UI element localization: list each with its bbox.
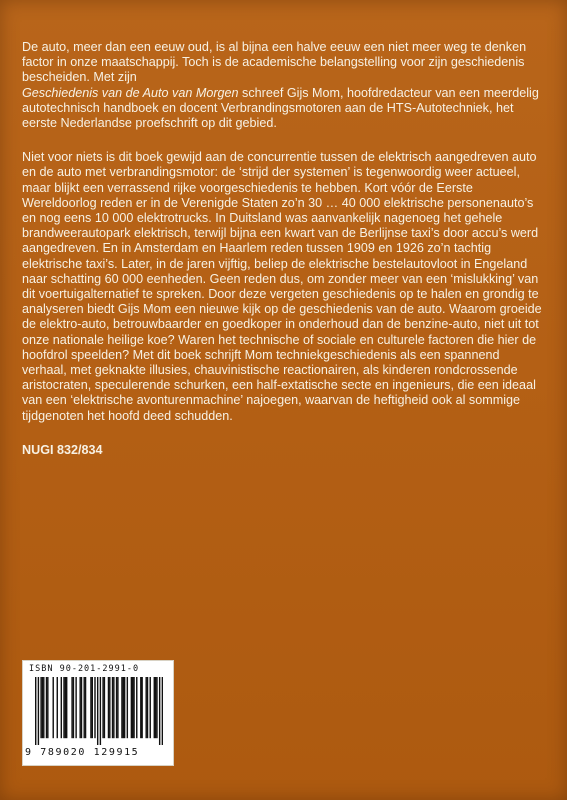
barcode-bar xyxy=(124,677,125,738)
barcode-bar xyxy=(94,677,95,738)
barcode-bar xyxy=(113,677,114,738)
barcode-bar xyxy=(65,677,66,738)
barcode-bar xyxy=(53,677,54,738)
barcode-bar xyxy=(100,677,101,745)
barcode-bar xyxy=(132,677,133,738)
barcode-bar xyxy=(66,677,67,738)
barcode-bar xyxy=(136,677,137,738)
barcode-bar xyxy=(121,677,122,738)
isbn-label: ISBN 90-201-2991-0 xyxy=(29,664,140,674)
barcode-bar xyxy=(102,677,103,738)
barcode-bar xyxy=(133,677,134,738)
barcode-bar xyxy=(104,677,105,738)
barcode-bar xyxy=(85,677,86,738)
barcode-bar xyxy=(97,677,98,745)
barcode-bar xyxy=(90,677,91,738)
barcode-bar xyxy=(150,677,151,738)
barcode-bar xyxy=(92,677,93,738)
blurb-text xyxy=(22,40,542,477)
barcode-bar xyxy=(140,677,141,738)
intro-text-2: schreef Gijs Mom, hoofdredacteur van een meerdelig autotechnisch handboek en docent Verbrandingsmotoren aan de HTS-Autotechniek, het eerste Nederlandse proefschrift op dit gebied. xyxy=(22,85,539,131)
barcode-bar xyxy=(73,677,74,738)
barcode-bar xyxy=(108,677,109,738)
barcode-bar xyxy=(79,677,80,738)
barcode-bar xyxy=(75,677,76,738)
barcode-bar xyxy=(159,677,160,745)
barcode-bar xyxy=(43,677,44,738)
barcode-bar xyxy=(117,677,118,738)
barcode-bar xyxy=(38,677,39,745)
barcode-bar xyxy=(116,677,117,738)
book-title: Geschiedenis van de Auto van Morgen xyxy=(22,85,239,100)
barcode-bar xyxy=(155,677,156,738)
barcode-bar xyxy=(131,677,132,738)
barcode-bar xyxy=(123,677,124,738)
barcode-bar xyxy=(35,677,36,745)
barcode-bar xyxy=(154,677,155,738)
barcode-bar xyxy=(127,677,128,738)
barcode-bar xyxy=(42,677,43,738)
barcode-bar xyxy=(162,677,163,745)
barcode-bar xyxy=(47,677,48,738)
barcode-bar xyxy=(61,677,62,738)
nugi-code: NUGI 832/834 xyxy=(22,442,103,457)
barcode-bar xyxy=(156,677,157,738)
barcode-bar xyxy=(40,677,41,738)
barcode-bar xyxy=(141,677,142,738)
paragraph-main: Niet voor niets is dit boek gewijd aan de concurrentie tussen de elektrisch aangedreven auto en de auto met verbrandingsmotor: de ‘strijd der systemen’ is tegenwoordig weer actueel, maar blijkt een verrassend rijke voorgeschiedenis te hebben. Kort vóór de Eerste Wereldoorlog reden er in de Verenigde Staten zo’n 30 … 40 000 elektrische personenauto’s en nog eens 10 000 elektrotrucks. In Duitsland was aanvankelijk nagenoeg het gehele brandweerautopark elektrisch, terwijl bijna een kwart van de Berlijnse taxi’s door accu’s werd aangedreven. En in Amsterdam en Haarlem reden tussen 1909 en 1926 zo’n tachtig elektrische taxi’s. Later, in de jaren vijftig, beliep de elektrische bestelautovloot in Engeland naar schatting 60 000 eenheden. Geen reden dus, om zonder meer van een ‘mislukking’ van dit voertuigalternatief te spreken. Door deze vergeten geschiedenis op te halen en grondig te analyseren biedt Gijs Mom een nieuwe kijk op de geschiedenis van de auto. Waarom groeide de elektro-auto, betrouwbaarder en goedkoper in onderhoud dan de benzine-auto, niet uit tot onze nationale heilige koe? Waren het technische of sociale en culturele factoren die hier de hoofdrol speelden? Met dit boek schrijft Mom techniekgeschiedenis als een spannend verhaal, met geknakte illusies, chauvinistische reactionairen, als kinderen rondcrossende aristocraten, speculerende schurken, een half-extatische secte en ingenieurs, die een ideaal van een ‘elektrische avonturenmachine’ najoegen, waarvan de heftigheid ook al sommige tijdgenoten het hoofd deed schudden. xyxy=(22,150,542,423)
barcode-bar xyxy=(46,677,47,738)
barcode-bar xyxy=(84,677,85,738)
barcode-bar xyxy=(145,677,146,738)
barcode-bar xyxy=(109,677,110,738)
barcode-bar xyxy=(112,677,113,738)
ean-digits: 9 789020 129915 xyxy=(25,747,140,758)
paragraph-intro xyxy=(22,40,542,131)
intro-text-1: De auto, meer dan een eeuw oud, is al bijna een halve eeuw een niet meer weg te denken factor in onze maatschappij. Toch is de academische belangstelling voor zijn geschiedenis bescheiden. Met zijn xyxy=(22,40,527,85)
barcode-bar xyxy=(63,677,64,738)
barcode-bar xyxy=(71,677,72,738)
ean-barcode xyxy=(35,677,163,745)
barcode-bar xyxy=(57,677,58,738)
barcode-panel xyxy=(22,660,174,766)
barcode-bar xyxy=(147,677,148,738)
barcode-bar xyxy=(81,677,82,738)
